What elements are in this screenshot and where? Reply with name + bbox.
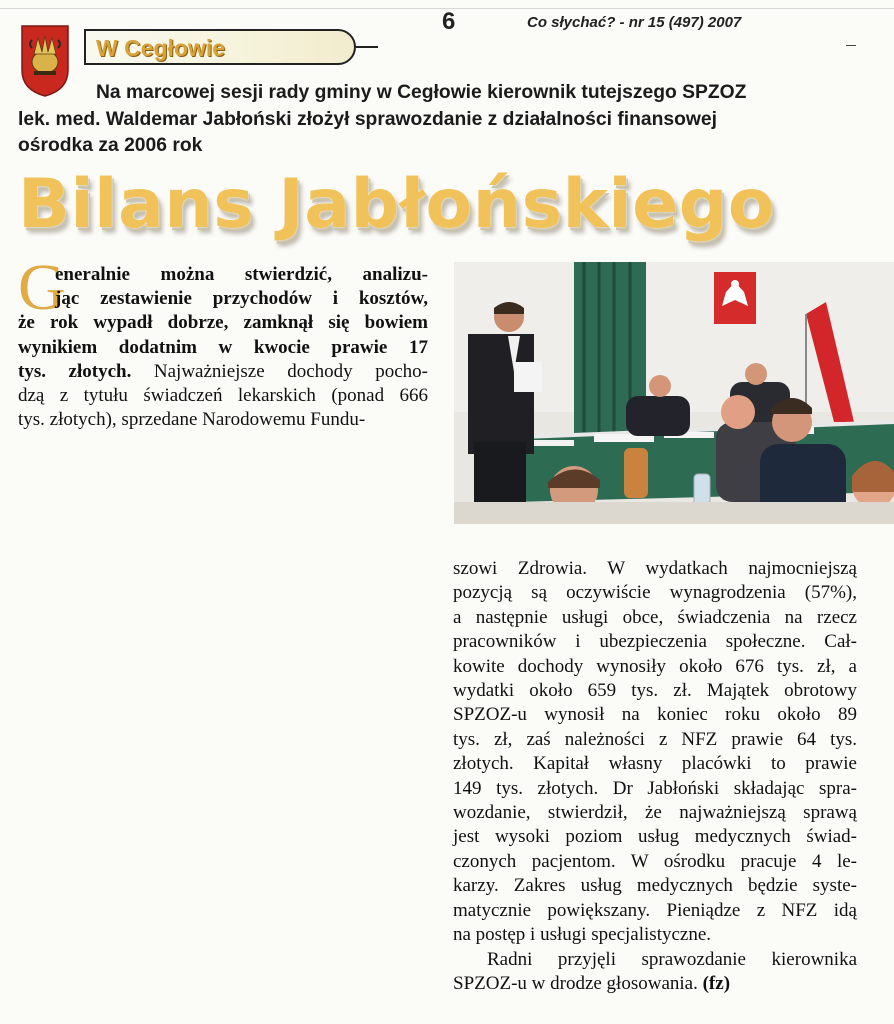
text-line: szowi Zdrowia. W wydatkach najmocniejszą: [453, 558, 857, 579]
text-line: matycznie powiększany. Pieniądze z NFZ idą: [453, 899, 857, 921]
text-line: pozycją są oczywiście wynagrodzenia (57%),: [453, 582, 857, 604]
section-label: W Cegłowie: [96, 35, 226, 61]
drop-cap: G: [18, 251, 66, 324]
text-line: karzy. Zakres usług medycznych będzie syste-: [453, 875, 857, 897]
text-line: Radni przyjęli sprawozdanie kierownika: [487, 948, 857, 970]
text-line: SPZOZ-u wynosił na koniec roku około 89: [453, 704, 857, 726]
lead-paragraph: [18, 80, 860, 160]
text-line: tys. zł, zaś należności z NFZ prawie 64 tys.: [453, 728, 857, 750]
article-column-1: [18, 251, 428, 432]
issue-info: Co słychać? - nr 15 (497) 2007: [527, 14, 742, 31]
text-line: że rok wypadł dobrze, zamknął się bowiem: [18, 312, 428, 334]
meeting-photo: [454, 262, 894, 524]
text-line: wydatki około 659 tys. zł. Majątek obrotowy: [453, 680, 857, 702]
text-line: wynikiem dodatnim w kwocie prawie 17: [18, 336, 428, 358]
bold-run: tys. złotych.: [18, 360, 132, 382]
text-line: 149 tys. złotych. Dr Jabłoński składając spra-: [453, 777, 857, 799]
text-run: Najważniejsze dochody pocho-: [131, 360, 428, 382]
text-line: dzą z tytułu świadczeń lekarskich (ponad 666: [18, 385, 428, 407]
text-line: kowite dochody wynosiły około 676 tys. zł, a: [453, 655, 857, 677]
text-line: wozdanie, stwierdził, że najważniejszą sprawą: [453, 802, 857, 824]
article-column-2: [453, 557, 857, 996]
text-line: [18, 360, 428, 384]
page-number: 6: [442, 8, 456, 35]
headline: Bilans Jabłońskiego: [18, 165, 776, 244]
text-line: na postęp i usługi specjalistyczne.: [453, 924, 712, 946]
text-line: złotych. Kapitał własny placówki to prawie: [453, 753, 857, 775]
lead-line: Na marcowej sesji rady gminy w Cegłowie kierownik tutejszego SPZOZ: [96, 82, 747, 103]
text-line: [453, 972, 857, 996]
text-line: czonych pacjentom. W ośrodku pracuje 4 le-: [453, 850, 857, 872]
text-line: pracowników i ubezpieczenia społeczne. Cał-: [453, 631, 857, 653]
text-line: eneralnie można stwierdzić, analizu-: [55, 264, 428, 285]
author-signature: (fz): [702, 972, 731, 994]
text-line: tys. złotych), sprzedane Narodowemu Fundu-: [18, 409, 366, 431]
section-banner-rule: [356, 46, 378, 48]
lead-line: ośrodka za 2006 rok: [18, 135, 203, 156]
text-run: SPZOZ-u w drodze głosowania.: [453, 972, 703, 994]
lead-line: lek. med. Waldemar Jabłoński złożył sprawozdanie z działalności finansowej: [18, 108, 717, 130]
margin-mark: [846, 45, 856, 46]
text-line: a następnie usługi obce, świadczenia na rzecz: [453, 606, 857, 628]
text-line: jąc zestawienie przychodów i kosztów,: [55, 288, 428, 310]
text-line: jest wysoki poziom usług medycznych świad-: [453, 826, 857, 848]
